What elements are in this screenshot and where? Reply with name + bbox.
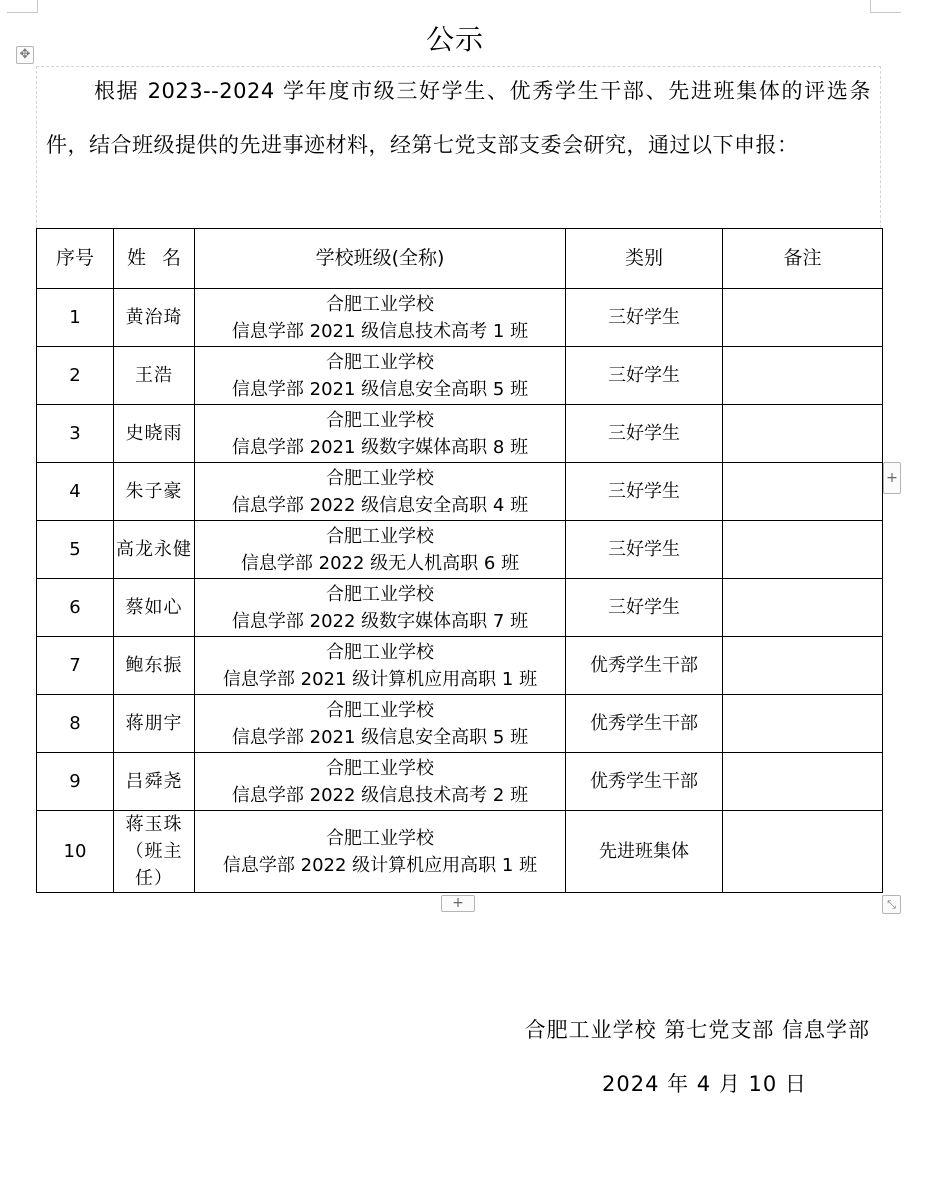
date-line: 2024 年 4 月 10 日 <box>602 1072 807 1096</box>
add-row-plus-icon[interactable]: + <box>883 462 901 494</box>
cell-class-name: 信息学部 2021 级信息安全高职 5 班 <box>231 726 529 748</box>
header-category: 类别 <box>566 229 723 289</box>
cell-no: 5 <box>37 521 114 579</box>
intro-paragraph: 根据 2023--2024 学年度市级三好学生、优秀学生干部、先进班集体的评选条件，结合班级提供的先进事迹材料，经第七党支部支委会研究，通过以下申报： <box>46 79 871 157</box>
cell-category: 先进班集体 <box>566 811 723 893</box>
table-row <box>37 463 883 521</box>
page-corner-mark-left <box>7 0 38 13</box>
document-title: 公示 <box>425 23 484 56</box>
cell-school: 合肥工业学校 <box>326 583 434 605</box>
page-corner-mark-right <box>870 0 901 13</box>
header-name-char2: 名 <box>162 247 182 269</box>
cell-no: 3 <box>37 405 114 463</box>
cell-school: 合肥工业学校 <box>326 827 434 849</box>
cell-class <box>195 521 566 579</box>
cell-no: 1 <box>37 289 114 347</box>
honor-list-table <box>36 228 883 893</box>
cell-category: 三好学生 <box>566 521 723 579</box>
cell-school: 合肥工业学校 <box>326 757 434 779</box>
cell-class-name: 信息学部 2022 级数字媒体高职 7 班 <box>231 610 529 632</box>
cell-name: 朱子豪 <box>114 463 195 521</box>
table-move-handle-icon[interactable]: ✥ <box>16 46 34 64</box>
cell-remark <box>723 463 883 521</box>
cell-category: 优秀学生干部 <box>566 695 723 753</box>
cell-class-name: 信息学部 2022 级计算机应用高职 1 班 <box>222 854 538 876</box>
cell-name: 蔡如心 <box>114 579 195 637</box>
cell-school: 合肥工业学校 <box>326 641 434 663</box>
cell-school: 合肥工业学校 <box>326 525 434 547</box>
signature-line: 合肥工业学校 第七党支部 信息学部 <box>524 1018 870 1042</box>
table-header-row <box>37 229 883 289</box>
cell-class <box>195 579 566 637</box>
header-class: 学校班级(全称) <box>195 229 566 289</box>
add-column-plus-icon[interactable]: + <box>441 895 475 912</box>
cell-category: 三好学生 <box>566 289 723 347</box>
cell-remark <box>723 347 883 405</box>
cell-no: 8 <box>37 695 114 753</box>
cell-no: 2 <box>37 347 114 405</box>
cell-no: 10 <box>37 811 114 893</box>
header-remark: 备注 <box>723 229 883 289</box>
header-no: 序号 <box>37 229 114 289</box>
cell-class <box>195 695 566 753</box>
cell-category: 优秀学生干部 <box>566 753 723 811</box>
table-row <box>37 347 883 405</box>
cell-name: 黄治琦 <box>114 289 195 347</box>
table-row <box>37 579 883 637</box>
cell-name: 高龙永健 <box>114 521 195 579</box>
cell-name: 蒋玉珠（班主任） <box>114 811 195 893</box>
cell-category: 优秀学生干部 <box>566 637 723 695</box>
table-row <box>37 289 883 347</box>
cell-school: 合肥工业学校 <box>326 699 434 721</box>
table-row <box>37 405 883 463</box>
cell-class <box>195 405 566 463</box>
cell-class <box>195 347 566 405</box>
cell-no: 7 <box>37 637 114 695</box>
cell-class <box>195 289 566 347</box>
cell-remark <box>723 753 883 811</box>
cell-name: 鲍东振 <box>114 637 195 695</box>
cell-remark <box>723 521 883 579</box>
table-row <box>37 521 883 579</box>
cell-class-name: 信息学部 2021 级数字媒体高职 8 班 <box>231 436 529 458</box>
table-row <box>37 695 883 753</box>
cell-remark <box>723 811 883 893</box>
cell-category: 三好学生 <box>566 405 723 463</box>
cell-school: 合肥工业学校 <box>326 293 434 315</box>
cell-class-name: 信息学部 2021 级计算机应用高职 1 班 <box>222 668 538 690</box>
header-name <box>114 229 195 289</box>
table-row <box>37 637 883 695</box>
cell-class-name: 信息学部 2021 级信息安全高职 5 班 <box>231 378 529 400</box>
cell-class <box>195 637 566 695</box>
cell-class-name: 信息学部 2022 级无人机高职 6 班 <box>240 552 520 574</box>
cell-class <box>195 463 566 521</box>
cell-name: 史晓雨 <box>114 405 195 463</box>
cell-no: 9 <box>37 753 114 811</box>
cell-no: 6 <box>37 579 114 637</box>
cell-class <box>195 753 566 811</box>
cell-name: 王浩 <box>114 347 195 405</box>
cell-category: 三好学生 <box>566 463 723 521</box>
cell-class-name: 信息学部 2022 级信息安全高职 4 班 <box>231 494 529 516</box>
table-row <box>37 811 883 893</box>
cell-school: 合肥工业学校 <box>326 467 434 489</box>
table-resize-icon[interactable]: ⤡ <box>882 895 901 914</box>
cell-remark <box>723 637 883 695</box>
cell-remark <box>723 579 883 637</box>
cell-class-name: 信息学部 2022 级信息技术高考 2 班 <box>231 784 529 806</box>
cell-class <box>195 811 566 893</box>
table-row <box>37 753 883 811</box>
cell-school: 合肥工业学校 <box>326 409 434 431</box>
cell-remark <box>723 405 883 463</box>
cell-category: 三好学生 <box>566 579 723 637</box>
cell-name: 吕舜尧 <box>114 753 195 811</box>
cell-class-name: 信息学部 2021 级信息技术高考 1 班 <box>231 320 529 342</box>
cell-no: 4 <box>37 463 114 521</box>
cell-remark <box>723 695 883 753</box>
header-name-char1: 姓 <box>126 247 146 269</box>
cell-category: 三好学生 <box>566 347 723 405</box>
cell-remark <box>723 289 883 347</box>
cell-name: 蒋朋宇 <box>114 695 195 753</box>
cell-school: 合肥工业学校 <box>326 351 434 373</box>
